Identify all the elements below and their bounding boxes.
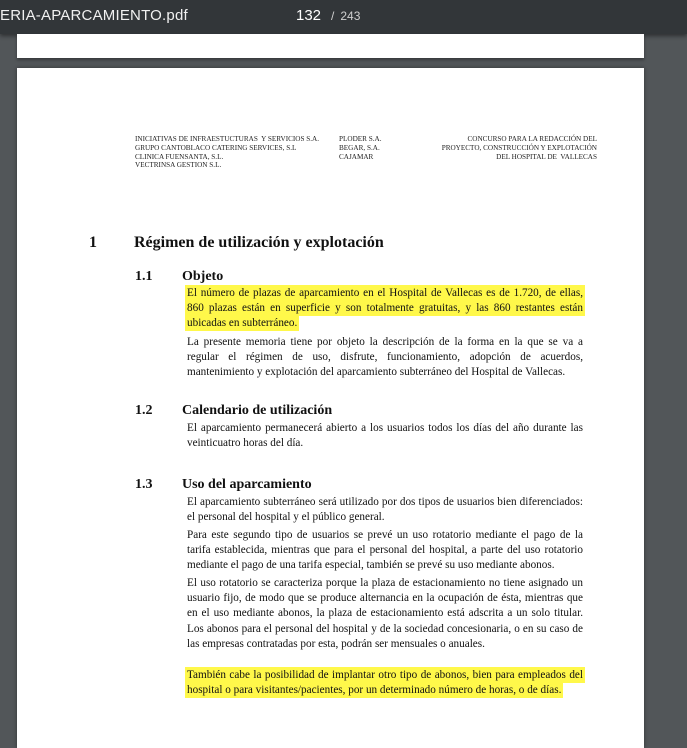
- page-separator: /: [331, 9, 335, 23]
- paragraph: La presente memoria tiene por objeto la descripción de la forma en la que se va a regular el régimen de uso, disfrute, funcionamiento, adopción de acuerdos, mantenimiento y explotación del aparcamiento subterráneo del Hospital de Vallecas.: [187, 336, 583, 379]
- section-title: Régimen de utilización y explotación: [134, 234, 384, 251]
- subsection-number: 1.2: [135, 403, 153, 418]
- header-contest-title: CONCURSO PARA LA REDACCIÓN DEL PROYECTO, CONSTRUCCIÓN Y EXPLOTACIÓN DEL HOSPITAL DE VALLECAS: [441, 135, 597, 161]
- pdf-toolbar: [0, 0, 687, 34]
- paragraph: El uso rotatorio se caracteriza porque la plaza de estacionamiento no tiene asignado un usuario fijo, de modo que se produce alternancia en la ocupación de ésta, mientras que en el uso mediante abonos, la plaza de estacionamiento está adscrita a un solo titular. Los abonos para el personal del hospital y de la sociedad concesionaria, o en su caso de las empresas contratadas por esta, podrán ser mensuales o anuales.: [187, 577, 583, 650]
- section-number: 1: [89, 234, 97, 251]
- paragraph: El aparcamiento permanecerá abierto a los usuarios todos los días del año durante las veinticuatro horas del día.: [187, 422, 583, 450]
- paragraph-highlighted: [187, 668, 583, 698]
- previous-page: [17, 34, 644, 58]
- subsection-title: Objeto: [182, 269, 224, 284]
- paragraph: Para este segundo tipo de usuarios se prevé un uso rotatorio mediante el pago de la tarifa establecida, mientras que para el personal del hospital, a parte del uso rotatorio mediante el pago de una tarifa especial, también se prevé su uso mediante abonos.: [187, 529, 583, 572]
- document-title: ERIA-APARCAMIENTO.pdf: [0, 7, 188, 24]
- highlighted-text: También cabe la posibilidad de implantar otro tipo de abonos, bien para empleados del hospital o para visitantes/pacientes, por un determinado número de horas, o de días.: [187, 669, 583, 697]
- paragraph-highlighted: [187, 286, 583, 332]
- paragraph: El aparcamiento subterráneo será utilizado por dos tipos de usuarios bien diferenciados: el personal del hospital y el público general.: [187, 496, 583, 524]
- total-pages: 243: [340, 9, 361, 23]
- pdf-page: [17, 68, 644, 748]
- subsection-number: 1.3: [135, 477, 153, 492]
- subsection-number: 1.1: [135, 269, 153, 284]
- header-companies-middle: PLODER S.A. BEGAR, S.A. CAJAMAR: [339, 135, 382, 161]
- subsection-title: Uso del aparcamiento: [182, 477, 312, 492]
- page-indicator: [296, 7, 360, 24]
- subsection-title: Calendario de utilización: [182, 403, 333, 418]
- header-companies-left: INICIATIVAS DE INFRAESTUCTURAS Y SERVICIOS S.A. GRUPO CANTOBLACO CATERING SERVICES, S.L CLINICA FUENSANTA, S.L. VECTRINSA GESTION S.L.: [135, 135, 320, 170]
- highlighted-text: El número de plazas de aparcamiento en el Hospital de Vallecas es de 1.720, de ellas, 860 plazas están en superficie y son totalmente gratuitas, y las 860 restantes están ubicadas en subterráneo.: [187, 287, 583, 330]
- current-page-input[interactable]: 132: [296, 7, 322, 24]
